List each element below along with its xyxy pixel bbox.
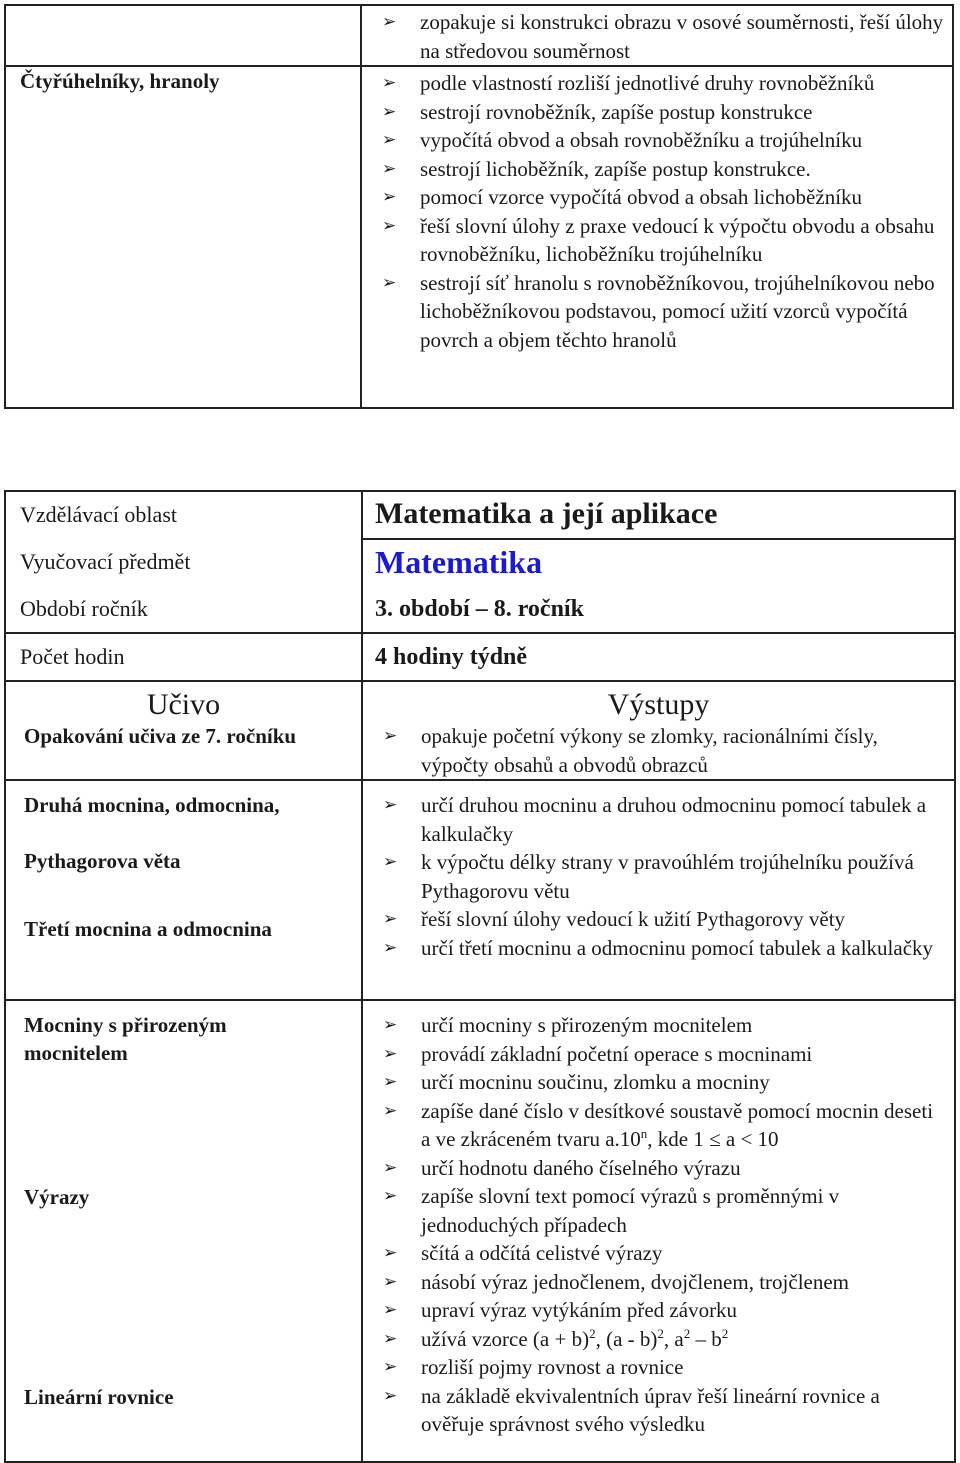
topic-cell [5,681,362,780]
bullet-list [362,8,952,65]
table-row [5,681,955,780]
area-value-cell [362,491,955,539]
period-label: Období ročník [20,596,148,621]
exponent: n [640,1126,648,1141]
bullet-list [363,1011,954,1439]
table-row [5,5,953,66]
list-item: ➢ pomocí vzorce vypočítá obvod a obsah lichoběžníku [362,183,948,212]
outcomes-cell [362,1000,955,1462]
subject-label-cell [5,539,362,586]
outcomes-cell [361,5,953,66]
outcomes-cell [362,780,955,1000]
topic-title: Druhá mocnina, odmocnina, [24,793,280,817]
competency-table-top [4,4,954,409]
area-label: Vzdělávací oblast [20,502,177,527]
condition-text: , kde 1 ≤ a < 10 [647,1127,779,1151]
list-item: ➢ sčítá a odčítá celistvé výrazy [363,1239,946,1268]
list-item: ➢ upraví výraz vytýkáním před závorku [363,1296,946,1325]
list-item: ➢ určí mocninu součinu, zlomku a mocniny [363,1068,946,1097]
subject-value: Matematika [375,544,543,580]
period-value-cell [362,586,955,633]
formula-text: – b [690,1326,722,1351]
list-item: ➢ řeší slovní úlohy z praxe vedoucí k výpočtu obvodu a obsahu rovnoběžníku, lichoběžníku trojúhelníku [362,212,948,269]
list-item [363,1325,946,1354]
list-item: ➢ rozliší pojmy rovnost a rovnice [363,1353,946,1382]
topic-title: Čtyřúhelníky, hranoly [20,69,220,93]
topic-title: Pythagorova věta [24,849,181,873]
topic-title: Výrazy [24,1185,90,1209]
list-item: ➢ k výpočtu délky strany v pravoúhlém trojúhelníku používá Pythagorovu větu [363,848,946,905]
list-item: ➢ určí mocniny s přirozeným mocnitelem [363,1011,946,1040]
list-item: ➢ provádí základní početní operace s mocninami [363,1040,946,1069]
formula-text: , (a - b) [595,1326,658,1351]
topic-title: Lineární rovnice [24,1385,174,1409]
topic-cell [5,5,361,66]
topic-cell [5,780,362,1000]
topic-cell [5,66,361,408]
list-item: ➢ řeší slovní úlohy vedoucí k užití Pythagorovy věty [363,905,946,934]
list-item: ➢ určí třetí mocninu a odmocninu pomocí tabulek a kalkulačky [363,934,946,963]
list-item: ➢ zopakuje si konstrukci obrazu v osové souměrnosti, řeší úlohy na středovou souměrnost [362,8,952,65]
exponent: 2 [657,1325,664,1341]
list-item: ➢ určí hodnotu daného číselného výrazu [363,1154,946,1183]
hours-label: Počet hodin [20,644,125,669]
list-item: ➢ zapíše slovní text pomocí výrazů s proměnnými v jednoduchých případech [363,1182,946,1239]
area-label-cell [5,491,362,539]
bullet-list [363,791,954,962]
exponent: 2 [721,1325,729,1341]
period-value: 3. období – 8. ročník [375,596,584,622]
area-value: Matematika a její aplikace [375,497,718,530]
outcomes-cell [361,66,953,408]
formula-text: , a [663,1326,684,1351]
hours-value: 4 hodiny týdně [375,644,528,670]
topic-title: Třetí mocnina a odmocnina [24,917,272,941]
list-item: ➢ na základě ekvivalentních úprav řeší lineární rovnice a ověřuje správnost svého výsledku [363,1382,946,1439]
topic-cell [5,1000,362,1462]
list-item: ➢ sestrojí rovnoběžník, zapíše postup konstrukce [362,98,948,127]
hours-label-cell [5,633,362,681]
list-item: ➢ vypočítá obvod a obsah rovnoběžníku a trojúhelníku [362,126,948,155]
bullet-list [363,720,954,779]
period-label-cell [5,586,362,633]
header-row-area [5,491,955,539]
header-row-period [5,586,955,633]
list-item-text: zapíše dané číslo v desítkové soustavě pomocí mocnin deseti a ve zkráceném tvaru a.10 [421,1098,934,1151]
subject-value-cell [362,539,955,586]
list-item: ➢ opakuje početní výkony se zlomky, racionálními čísly, výpočty obsahů a obvodů obrazců [363,722,946,779]
table-row [5,1000,955,1462]
topic-title: Opakování učiva ze 7. ročníku [24,724,297,748]
curriculum-table [4,490,956,1463]
list-item: ➢ násobí výraz jednočlenem, dvojčlenem, trojčlenem [363,1268,946,1297]
topic-title: Mocniny s přirozeným mocnitelem [24,1013,227,1065]
bullet-list [362,67,952,354]
list-item-text: užívá vzorce (a + b) [421,1326,590,1351]
list-item: ➢ sestrojí síť hranolu s rovnoběžníkovou, trojúhelníkovou nebo lichoběžníkovou podstavou, pomocí užití vzorců vypočítá povrch a objem těchto hranolů [362,269,948,355]
exponent: 2 [589,1325,596,1341]
list-item [363,1097,946,1154]
exponent: 2 [683,1325,691,1341]
list-item: ➢ podle vlastností rozliší jednotlivé druhy rovnoběžníků [362,69,948,98]
table-row [5,780,955,1000]
list-item: ➢ určí druhou mocninu a druhou odmocninu pomocí tabulek a kalkulačky [363,791,946,848]
column-heading-curriculum: Učivo [146,688,221,721]
header-row-subject [5,539,955,586]
header-row-hours [5,633,955,681]
outcomes-cell [362,681,955,780]
list-item: ➢ sestrojí lichoběžník, zapíše postup konstrukce. [362,155,948,184]
table-row [5,66,953,408]
subject-label: Vyučovací předmět [20,549,191,574]
column-heading-outcomes: Výstupy [607,688,710,721]
hours-value-cell [362,633,955,681]
